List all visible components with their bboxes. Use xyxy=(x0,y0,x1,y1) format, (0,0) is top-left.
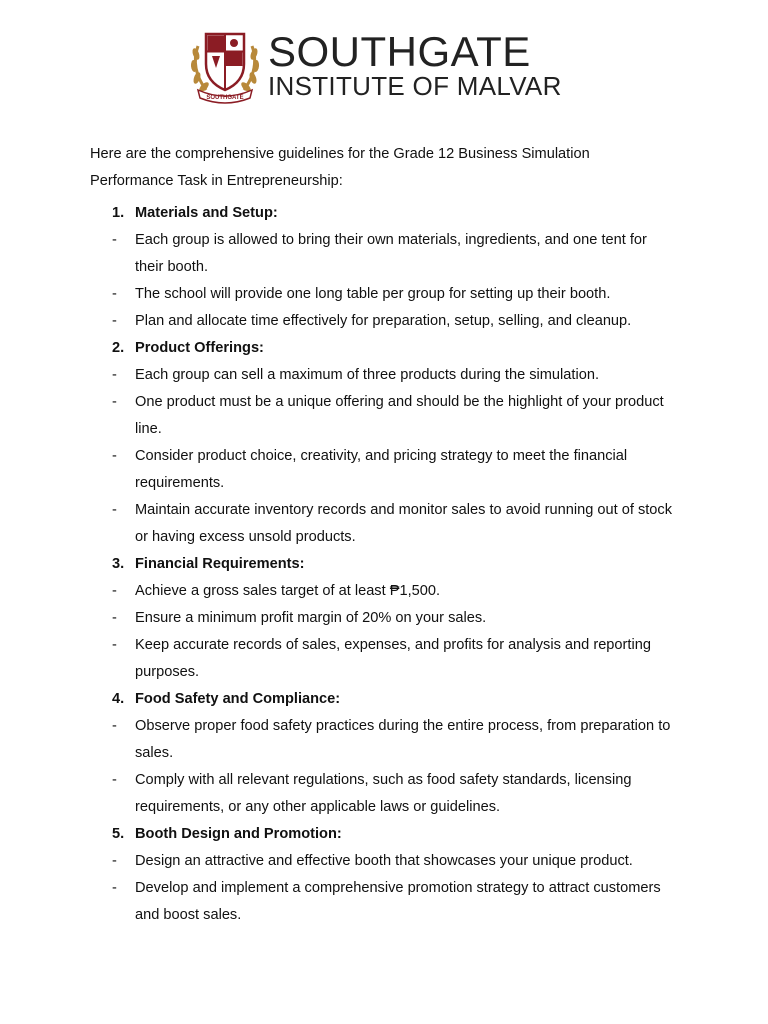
bullet-item xyxy=(90,362,675,389)
bullet-dash: - xyxy=(112,718,117,734)
bullet-item xyxy=(90,767,675,821)
bullet-text: Plan and allocate time effectively for preparation, setup, selling, and cleanup. xyxy=(135,313,632,329)
bullet-dash: - xyxy=(112,313,117,329)
bullet-item xyxy=(90,389,675,443)
bullet-dash: - xyxy=(112,502,117,518)
bullet-text: Design an attractive and effective booth that showcases your unique product. xyxy=(135,853,633,869)
bullet-text: Observe proper food safety practices during the entire process, from preparation to sales. xyxy=(135,718,671,761)
bullet-dash: - xyxy=(112,610,117,626)
document-header xyxy=(188,28,608,104)
section-title: Financial Requirements: xyxy=(135,556,305,572)
bullet-text: Develop and implement a comprehensive promotion strategy to attract customers and boost sales. xyxy=(135,880,661,923)
section-number: 5. xyxy=(112,826,125,842)
section-heading xyxy=(90,335,690,362)
bullet-text: Achieve a gross sales target of at least ₱1,500. xyxy=(135,583,441,599)
section-title: Materials and Setup: xyxy=(135,205,278,221)
school-name: SOUTHGATE xyxy=(268,28,531,75)
bullet-dash: - xyxy=(112,772,117,788)
section-heading xyxy=(90,686,690,713)
bullet-text: Comply with all relevant regulations, such as food safety standards, licensing requirements, or any other applicable laws or guidelines. xyxy=(135,772,632,815)
bullet-dash: - xyxy=(112,853,117,869)
section-number: 2. xyxy=(112,340,125,356)
intro-paragraph: Here are the comprehensive guidelines for the Grade 12 Business Simulation Performance Task in Entrepreneurship: xyxy=(90,146,590,189)
bullet-dash: - xyxy=(112,583,117,599)
bullet-dash: - xyxy=(112,880,117,896)
section-title: Product Offerings: xyxy=(135,340,264,356)
bullet-item xyxy=(90,227,675,281)
bullet-item xyxy=(90,713,675,767)
bullet-item xyxy=(90,443,675,497)
bullet-text: Each group can sell a maximum of three products during the simulation. xyxy=(135,367,599,383)
bullet-item xyxy=(90,875,675,929)
bullet-dash: - xyxy=(112,232,117,248)
section-title: Booth Design and Promotion: xyxy=(135,826,342,842)
section-number: 4. xyxy=(112,691,125,707)
section-heading xyxy=(90,551,690,578)
bullet-text: Maintain accurate inventory records and monitor sales to avoid running out of stock or having excess unsold products. xyxy=(135,502,673,545)
section-title: Food Safety and Compliance: xyxy=(135,691,341,707)
bullet-dash: - xyxy=(112,394,117,410)
bullet-item xyxy=(90,632,675,686)
bullet-text: The school will provide one long table per group for setting up their booth. xyxy=(135,286,611,302)
guidelines-body xyxy=(90,141,690,929)
bullet-item xyxy=(90,605,675,632)
crest-ribbon-text: SOUTHGATE xyxy=(206,95,244,101)
school-subtitle: INSTITUTE OF MALVAR xyxy=(268,71,562,101)
bullet-item xyxy=(90,578,675,605)
bullet-dash: - xyxy=(112,448,117,464)
bullet-dash: - xyxy=(112,367,117,383)
bullet-text: Keep accurate records of sales, expenses, and profits for analysis and reporting purposes. xyxy=(135,637,651,680)
bullet-text: One product must be a unique offering and should be the highlight of your product line. xyxy=(135,394,664,437)
guidelines-list xyxy=(90,200,690,929)
bullet-text: Each group is allowed to bring their own materials, ingredients, and one tent for their booth. xyxy=(135,232,647,275)
bullet-dash: - xyxy=(112,637,117,653)
section-number: 3. xyxy=(112,556,125,572)
bullet-item xyxy=(90,848,675,875)
bullet-item xyxy=(90,281,675,308)
bullet-item xyxy=(90,308,675,335)
school-crest-logo xyxy=(188,28,262,104)
bullet-text: Ensure a minimum profit margin of 20% on your sales. xyxy=(135,610,487,626)
bullet-text: Consider product choice, creativity, and pricing strategy to meet the financial requirements. xyxy=(135,448,628,491)
section-heading xyxy=(90,200,690,227)
bullet-dash: - xyxy=(112,286,117,302)
section-heading xyxy=(90,821,690,848)
bullet-item xyxy=(90,497,675,551)
section-number: 1. xyxy=(112,205,125,221)
